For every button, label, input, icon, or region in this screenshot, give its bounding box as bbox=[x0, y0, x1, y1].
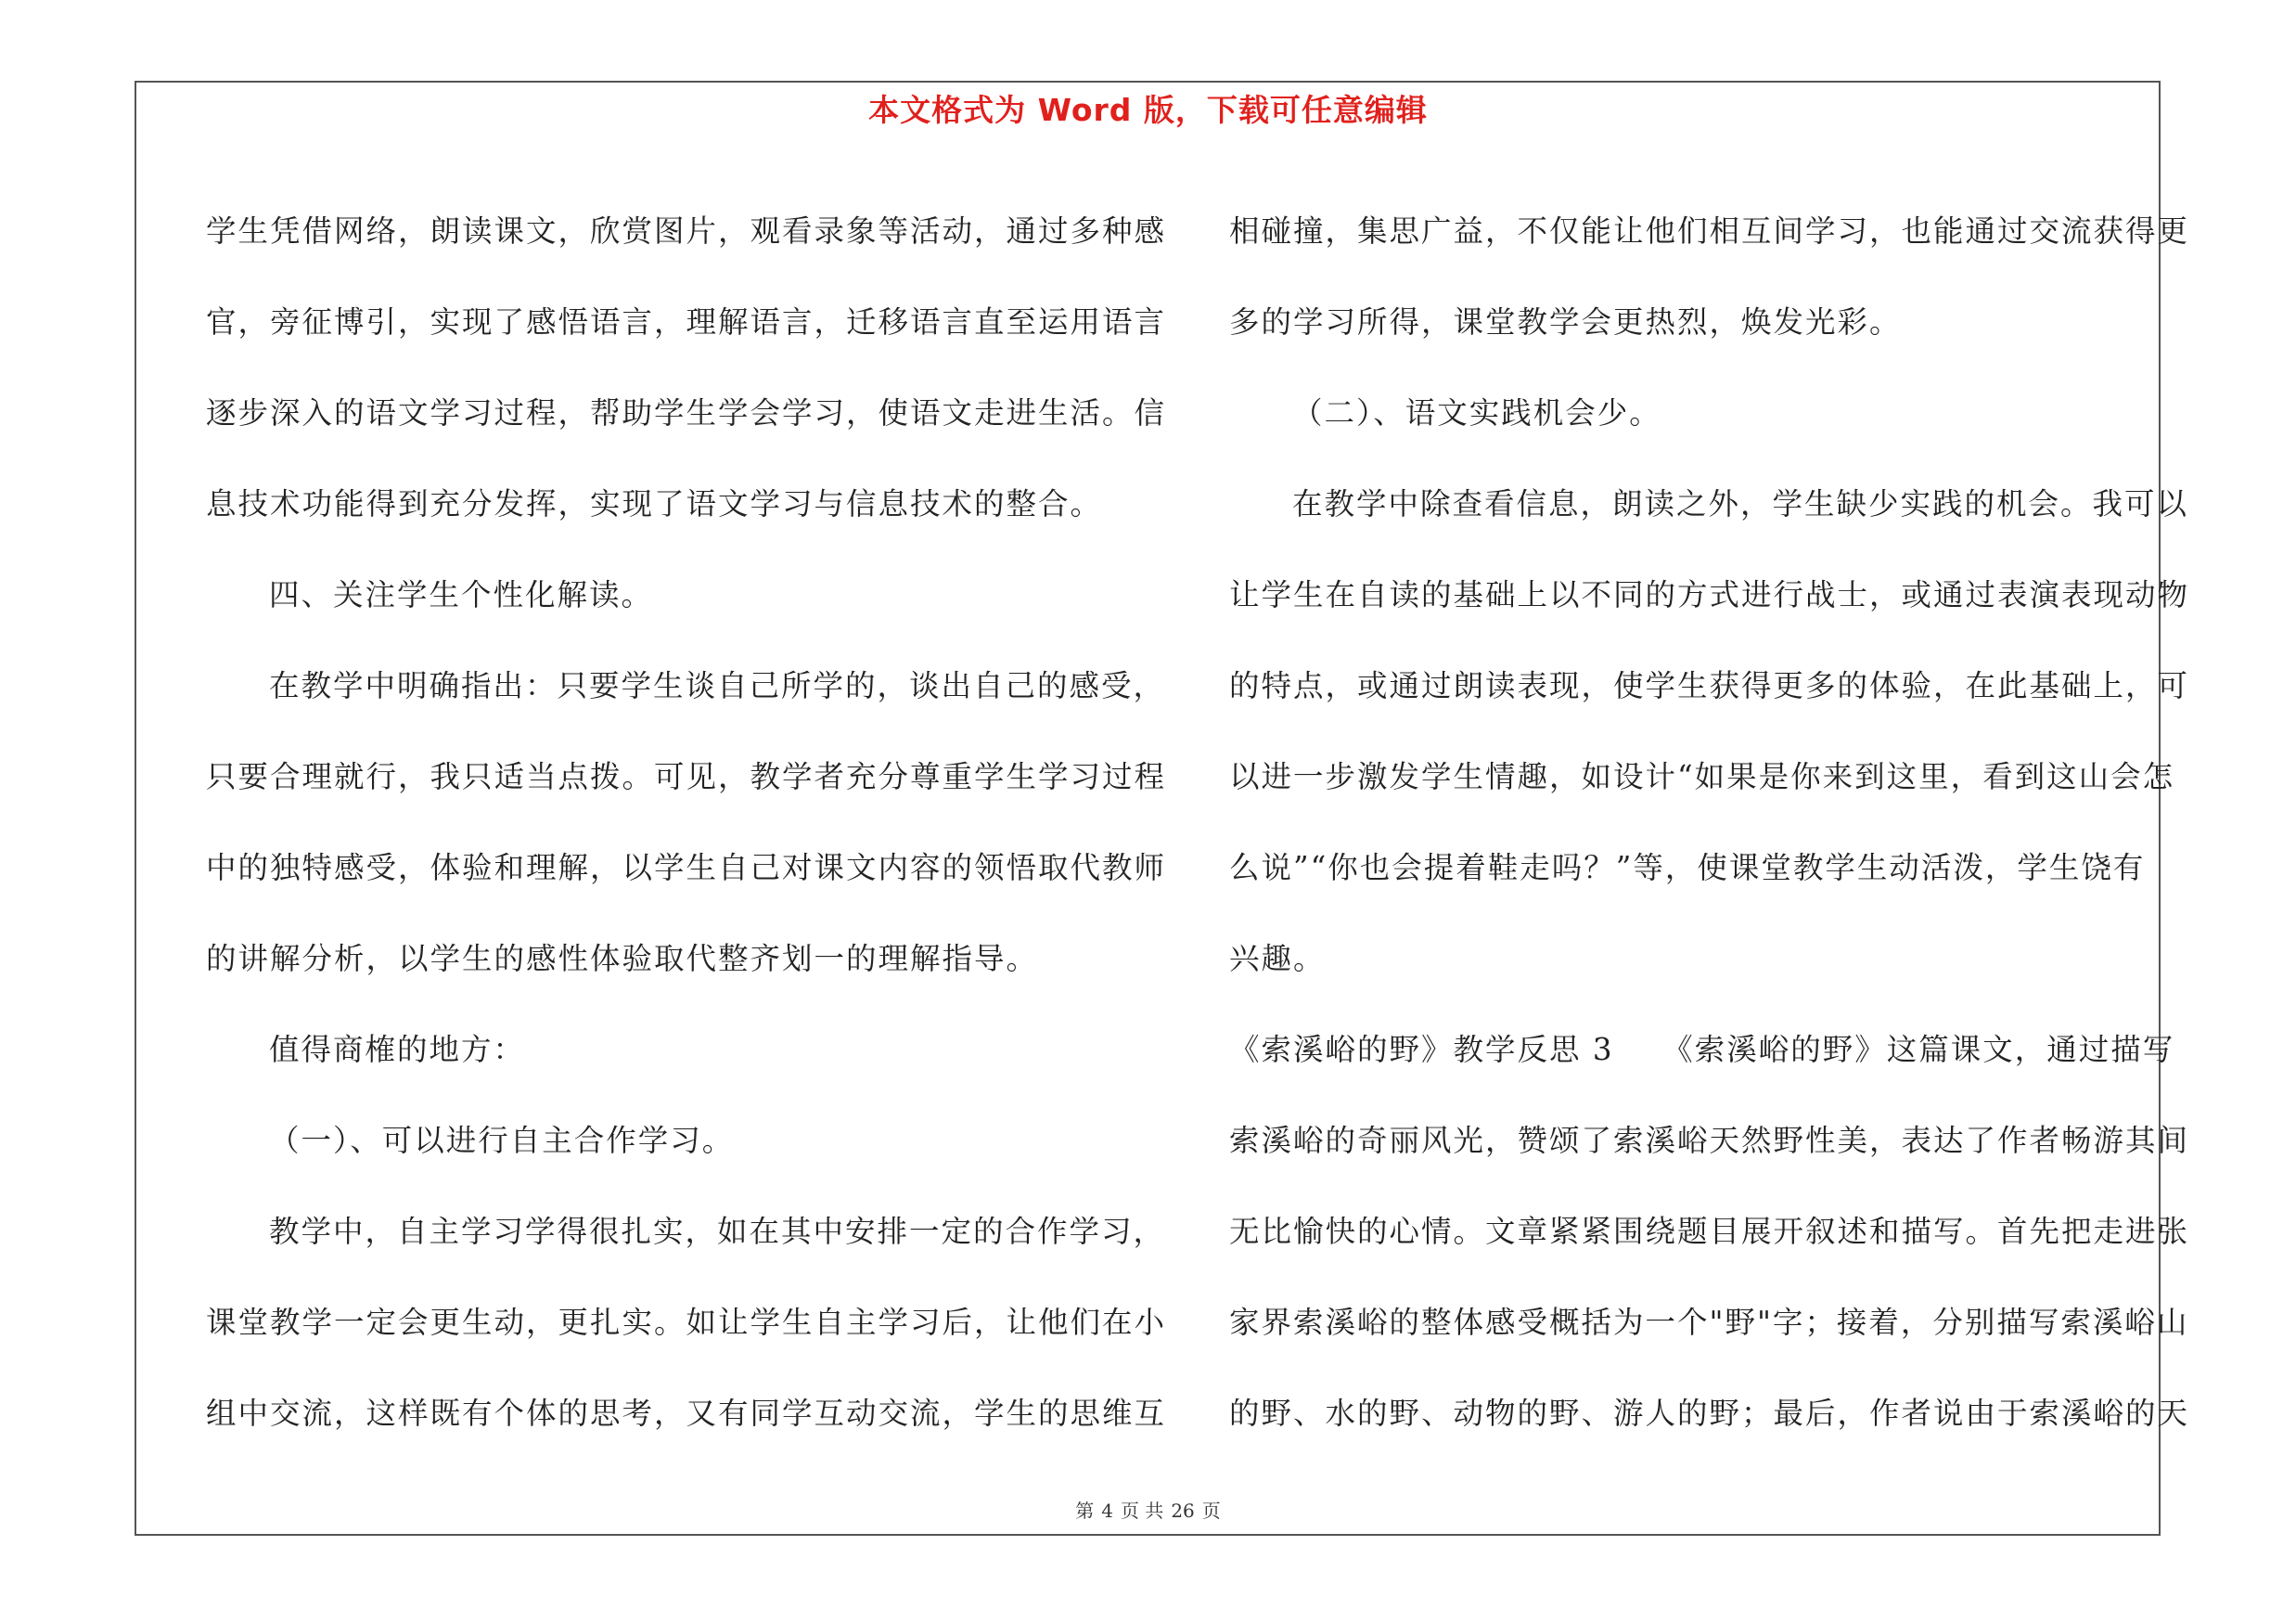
text-line: 课堂教学一定会更生动，更扎实。如让学生自主学习后，让他们在小 bbox=[206, 1305, 1167, 1340]
text-line: 值得商榷的地方： bbox=[269, 1032, 526, 1067]
text-line: 教学中，自主学习学得很扎实，如在其中安排一定的合作学习， bbox=[269, 1214, 1166, 1249]
footer-total-pages: 26 bbox=[1171, 1500, 1195, 1522]
text-line: 逐步深入的语文学习过程，帮助学生学会学习，使语文走进生活。信 bbox=[206, 395, 1167, 431]
right-text-column bbox=[1229, 186, 2190, 1459]
text-line: 中的独特感受，体验和理解，以学生自己对课文内容的领悟取代教师 bbox=[206, 850, 1167, 885]
text-line: 的特点，或通过朗读表现，使学生获得更多的体验，在此基础上，可 bbox=[1229, 668, 2190, 703]
text-line: 学生凭借网络，朗读课文，欣赏图片，观看录象等活动，通过多种感 bbox=[206, 213, 1167, 249]
text-line: 在教学中除查看信息，朗读之外，学生缺少实践的机会。我可以 bbox=[1292, 486, 2189, 522]
text-line: （一）、可以进行自主合作学习。 bbox=[269, 1123, 735, 1158]
document-header-title: 本文格式为 Word 版，下载可任意编辑 bbox=[868, 92, 1428, 128]
text-line: 的讲解分析，以学生的感性体验取代整齐划一的理解指导。 bbox=[206, 941, 1039, 976]
text-line: 四、关注学生个性化解读。 bbox=[269, 577, 654, 612]
text-line: 相碰撞，集思广益，不仅能让他们相互间学习，也能通过交流获得更 bbox=[1229, 213, 2190, 249]
text-line: 以进一步激发学生情趣，如设计“如果是你来到这里，看到这山会怎 bbox=[1229, 759, 2175, 794]
text-line: 让学生在自读的基础上以不同的方式进行战士，或通过表演表现动物 bbox=[1229, 577, 2190, 612]
text-line: 在教学中明确指出：只要学生谈自己所学的，谈出自己的感受， bbox=[269, 668, 1166, 703]
text-line: 多的学习所得，课堂教学会更热烈，焕发光彩。 bbox=[1229, 304, 1902, 340]
footer-suffix: 页 bbox=[1201, 1500, 1221, 1522]
text-line: 只要合理就行，我只适当点拨。可见，教学者充分尊重学生学习过程 bbox=[206, 759, 1167, 794]
page-number-footer bbox=[0, 1496, 2296, 1523]
text-line: 无比愉快的心情。文章紧紧围绕题目展开叙述和描写。首先把走进张 bbox=[1229, 1214, 2190, 1249]
footer-middle: 页 共 bbox=[1120, 1500, 1164, 1522]
text-line: 官，旁征博引，实现了感悟语言，理解语言，迁移语言直至运用语言 bbox=[206, 304, 1167, 340]
text-line: 的野、水的野、动物的野、游人的野；最后，作者说由于索溪峪的天 bbox=[1229, 1396, 2190, 1431]
text-line: 索溪峪的奇丽风光，赞颂了索溪峪天然野性美，表达了作者畅游其间 bbox=[1229, 1123, 2190, 1158]
text-line: 么说”“你也会提着鞋走吗？”等，使课堂教学生动活泼，学生饶有 bbox=[1229, 850, 2146, 885]
footer-prefix: 第 bbox=[1075, 1500, 1095, 1522]
text-line: 息技术功能得到充分发挥，实现了语文学习与信息技术的整合。 bbox=[206, 486, 1103, 522]
left-text-column bbox=[206, 186, 1167, 1459]
text-line: 《索溪峪的野》教学反思 3 《索溪峪的野》这篇课文，通过描写 bbox=[1229, 1032, 2175, 1067]
footer-current-page: 4 bbox=[1101, 1500, 1113, 1522]
text-line: （二）、语文实践机会少。 bbox=[1292, 395, 1661, 431]
text-line: 组中交流，这样既有个体的思考，又有同学互动交流，学生的思维互 bbox=[206, 1396, 1167, 1431]
text-line: 兴趣。 bbox=[1229, 941, 1326, 976]
text-line: 家界索溪峪的整体感受概括为一个"野"字；接着，分别描写索溪峪山 bbox=[1229, 1305, 2189, 1340]
